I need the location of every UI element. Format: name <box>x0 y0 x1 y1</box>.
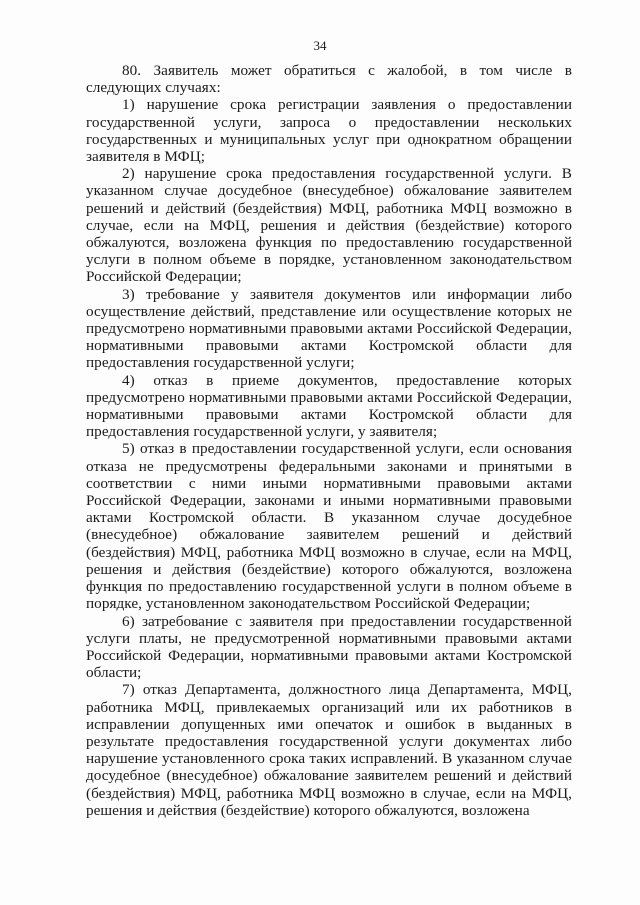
paragraph-item-2: 2) нарушение срока предоставления государственной услуги. В указанном случае досудебное (внесудебное) обжалование заявителем решений и действий (бездействия) МФЦ, работника МФЦ возможно в случае, если на МФЦ, решения и действия (бездействие) которого обжалуются, возложена функция по предоставлению государственной услуги в полном объеме в порядке, установленном законодательством Российской Федерации; <box>86 165 572 286</box>
paragraph-item-1: 1) нарушение срока регистрации заявления о предоставлении государственной услуги, запроса о предоставлении нескольких государственных и муниципальных услуг при однократном обращении заявителя в МФЦ; <box>86 96 572 166</box>
paragraph-item-3: 3) требование у заявителя документов или информации либо осуществление действий, представление или осуществление которых не предусмотрено нормативными правовыми актами Российской Федерации, нормативными правовыми актами Костромской области для предоставления государственной услуги; <box>86 285 572 372</box>
paragraph-item-6: 6) затребование с заявителя при предоставлении государственной услуги платы, не предусмотренной нормативными правовыми актами Российской Федерации, нормативными правовыми актами Костромской области; <box>86 612 572 682</box>
page-number: 34 <box>313 38 327 53</box>
document-body <box>86 62 572 819</box>
paragraph-item-5: 5) отказ в предоставлении государственной услуги, если основания отказа не предусмотрены федеральными законами и принятыми в соответствии с ними иными нормативными правовыми актами Российской Федерации, законами и иными нормативными правовыми актами Костромской области. В указанном случае досудебное (внесудебное) обжалование заявителем решений и действий (бездействия) МФЦ, работника МФЦ возможно в случае, если на МФЦ, решения и действия (бездействие) которого обжалуются, возложена функция по предоставлению государственной услуги в полном объеме в порядке, установленном законодательством Российской Федерации; <box>86 440 572 613</box>
paragraph-item-7: 7) отказ Департамента, должностного лица Департамента, МФЦ, работника МФЦ, привлекаемых организаций или их работников в исправлении допущенных ими опечаток и ошибок в выданных в результате предоставления государственной услуги документах либо нарушение установленного срока таких исправлений. В указанном случае досудебное (внесудебное) обжалование заявителем решений и действий (бездействия) МФЦ, работника МФЦ возможно в случае, если на МФЦ, решения и действия (бездействие) которого обжалуются, возложена <box>86 681 572 819</box>
paragraph-item-4: 4) отказ в приеме документов, предоставление которых предусмотрено нормативными правовыми актами Российской Федерации, нормативными правовыми актами Костромской области для предоставления государственной услуги, у заявителя; <box>86 371 572 441</box>
paragraph-80-intro: 80. Заявитель может обратиться с жалобой, в том числе в следующих случаях: <box>86 62 572 97</box>
